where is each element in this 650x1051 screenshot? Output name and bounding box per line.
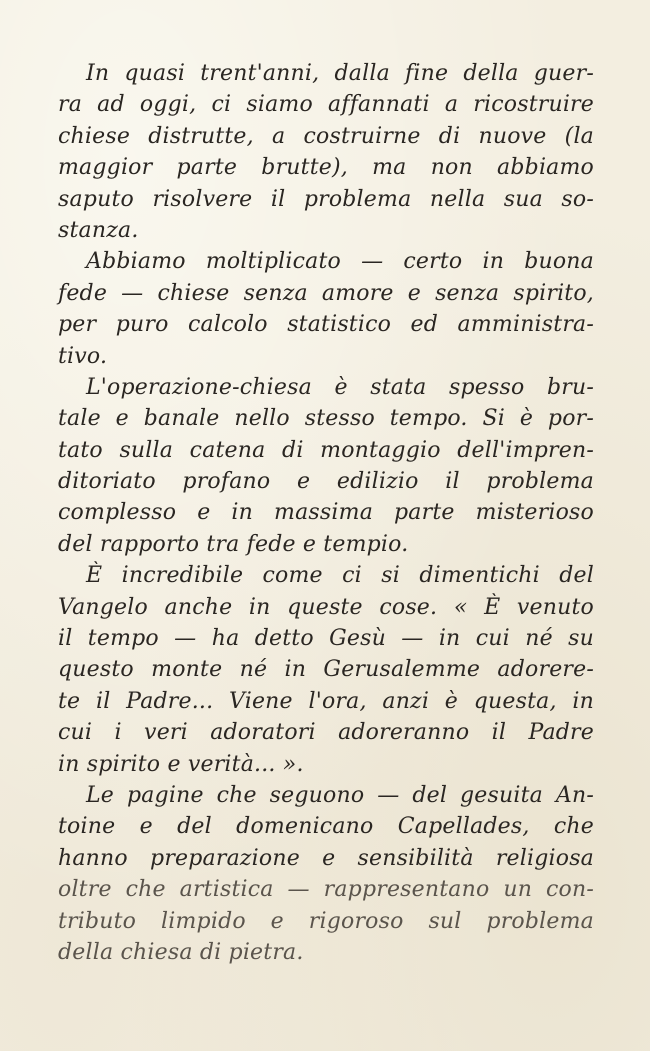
paragraph-2 (58, 246, 594, 372)
text-line: ditoriato profano e edilizio il problema (58, 469, 594, 495)
text-line: hanno preparazione e sensibilità religiosa (58, 845, 594, 871)
text-line: questo monte né in Gerusalemme adorere- (58, 657, 594, 683)
text-page (58, 58, 594, 968)
text-line: L'operazione-chiesa è stata spesso bru- (86, 374, 594, 400)
text-line: Abbiamo moltiplicato — certo in buona (86, 249, 594, 275)
text-line: saputo risolvere il problema nella sua so- (58, 186, 594, 212)
text-line: Vangelo anche in queste cose. « È venuto (58, 594, 594, 620)
paragraph-4 (58, 560, 594, 780)
text-line: ra ad oggi, ci siamo affannati a ricostruire (58, 92, 594, 118)
paragraph-3 (58, 372, 594, 560)
text-line: tivo. (58, 343, 108, 369)
paragraph-1 (58, 58, 594, 246)
text-line: il tempo — ha detto Gesù — in cui né su (58, 626, 594, 652)
text-line: oltre che artistica — rappresentano un con- (58, 877, 594, 903)
text-line: È incredibile come ci si dimentichi del (86, 563, 594, 589)
text-line: complesso e in massima parte misterioso (58, 500, 594, 526)
text-line: del rapporto tra fede e tempio. (58, 531, 409, 557)
text-line: tato sulla catena di montaggio dell'impren- (58, 437, 594, 463)
text-line: cui i veri adoratori adoreranno il Padre (58, 720, 594, 746)
text-line: fede — chiese senza amore e senza spirito, (58, 280, 594, 306)
text-line: in spirito e verità... ». (58, 751, 304, 777)
text-line: chiese distrutte, a costruirne di nuove (la (58, 123, 594, 149)
text-line: per puro calcolo statistico ed amministra- (58, 312, 594, 338)
text-line: In quasi trent'anni, dalla fine della guer- (86, 61, 594, 86)
text-line: tributo limpido e rigoroso sul problema (58, 908, 594, 934)
text-line: della chiesa di pietra. (58, 939, 304, 965)
text-line: toine e del domenicano Capellades, che (58, 814, 594, 840)
text-line: tale e banale nello stesso tempo. Si è por- (58, 406, 594, 432)
text-line: stanza. (58, 217, 139, 243)
paragraph-5 (58, 780, 594, 968)
text-line: te il Padre... Viene l'ora, anzi è questa, in (58, 688, 594, 714)
text-line: Le pagine che seguono — del gesuita An- (86, 782, 594, 808)
text-line: maggior parte brutte), ma non abbiamo (58, 155, 594, 181)
